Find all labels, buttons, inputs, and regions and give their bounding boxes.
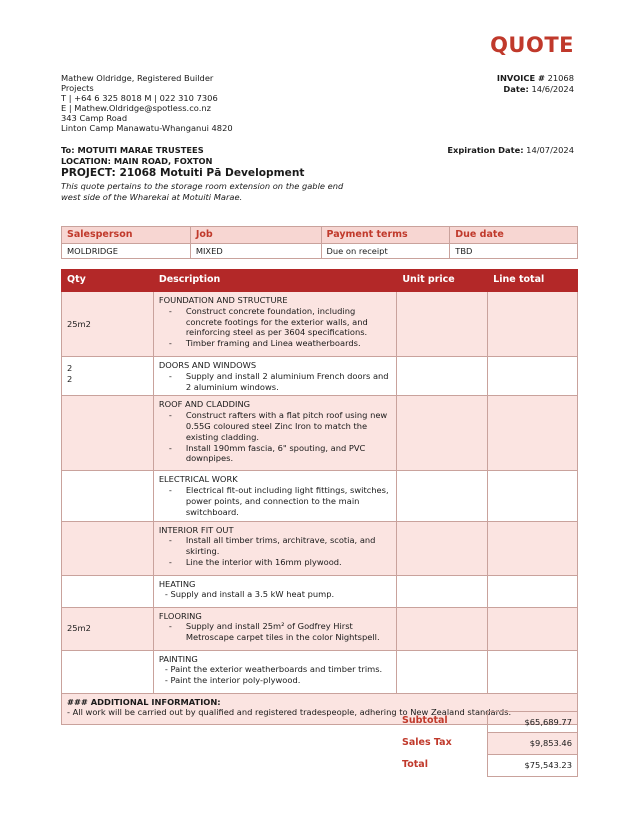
item-bullets	[159, 621, 392, 643]
item-bullet: - Line the interior with 16mm plywood.	[159, 557, 392, 568]
item-title: ROOF AND CLADDING	[158, 399, 251, 410]
sender-phone: T | +64 6 325 8018 M | 022 310 7306	[61, 93, 218, 103]
item-qty	[62, 396, 154, 471]
item-bullets	[159, 410, 392, 464]
item-qty-line: 2	[67, 363, 73, 373]
item-note: - Supply and install a 3.5 kW heat pump.	[164, 589, 335, 600]
table-row	[62, 575, 578, 607]
item-bullet: - Supply and install 25m² of Godfrey Hirst Metroscape carpet tiles in the color Nightspell.	[159, 621, 392, 643]
sender-details	[61, 73, 261, 133]
invoice-number-label: INVOICE #	[496, 73, 545, 83]
line-total-header: Line total	[488, 270, 578, 292]
unit-price-header: Unit price	[397, 270, 488, 292]
item-qty-line: 2	[67, 373, 73, 384]
table-row	[62, 357, 578, 396]
item-title: PAINTING	[158, 653, 198, 664]
recipient-name: To: MOTUITI MARAE TRUSTEES	[61, 145, 204, 155]
invoice-date: 14/6/2024	[531, 83, 574, 94]
table-row	[62, 650, 578, 693]
total-label: Total	[402, 759, 428, 770]
item-description	[153, 575, 397, 607]
total-row	[397, 755, 578, 777]
table-row	[62, 396, 578, 471]
sender-address-street: 343 Camp Road	[61, 113, 128, 123]
sales-tax-label: Sales Tax	[402, 737, 452, 748]
item-bullets	[159, 485, 392, 517]
item-bullets	[159, 535, 392, 567]
sender-name-cont: Projects	[61, 83, 94, 93]
item-unit-price	[397, 607, 488, 650]
item-description	[153, 607, 397, 650]
subtotal-value: $65,689.77	[487, 711, 578, 733]
salesperson-header: Salesperson	[62, 227, 191, 244]
item-line-total	[488, 357, 578, 396]
item-bullets	[159, 371, 392, 393]
item-line-total	[488, 396, 578, 471]
item-qty	[62, 650, 154, 693]
line-items-table	[61, 269, 578, 725]
expiration-date: 14/07/2024	[526, 145, 574, 155]
sender-email: E | Mathew.Oldridge@spotless.co.nz	[61, 103, 211, 113]
due-date-header: Due date	[450, 227, 578, 244]
sales-tax-value: $9,853.46	[487, 733, 578, 755]
qty-header: Qty	[62, 270, 154, 292]
item-line-total	[488, 575, 578, 607]
job-header: Job	[190, 227, 321, 244]
project-title: PROJECT: 21068 Motuiti Pā Development	[61, 167, 305, 179]
item-bullets	[159, 306, 392, 349]
expiration-date-line	[447, 145, 574, 155]
item-line-total	[488, 292, 578, 357]
item-bullet: - Install 190mm fascia, 6" spouting, and PVC downpipes.	[159, 443, 392, 465]
recipient-location: LOCATION: MAIN ROAD, FOXTON	[61, 155, 213, 166]
item-bullet: - Construct concrete foundation, including concrete footings for the exterior walls, and reinforcing steel as per 3604 specifications.	[159, 306, 392, 338]
item-qty	[62, 357, 154, 396]
item-description	[153, 292, 397, 357]
item-qty	[62, 575, 154, 607]
item-qty	[62, 471, 154, 521]
item-description	[153, 471, 397, 521]
table-row	[62, 521, 578, 575]
due-date-value: TBD	[450, 244, 578, 259]
item-description	[153, 396, 397, 471]
item-unit-price	[397, 521, 488, 575]
project-description: This quote pertains to the storage room extension on the gable end west side of the Wharekai at Motuiti Marae.	[61, 181, 344, 202]
item-bullet: - Construct rafters with a flat pitch roof using new 0.55G coloured steel Zinc Iron to match the existing cladding.	[159, 410, 392, 442]
item-bullet: - Electrical fit-out including light fittings, switches, power points, and connection to the main switchboard.	[159, 485, 392, 517]
invoice-date-line	[497, 84, 574, 95]
additional-info-heading: ### ADDITIONAL INFORMATION:	[67, 696, 221, 707]
item-line-total	[488, 521, 578, 575]
item-unit-price	[397, 357, 488, 396]
payment-terms-header: Payment terms	[321, 227, 450, 244]
salesperson-value: MOLDRIDGE	[62, 244, 191, 259]
item-line-total	[488, 650, 578, 693]
item-qty: 25m2	[62, 607, 154, 650]
job-meta-header-row	[62, 227, 578, 244]
item-bullet: - Supply and install 2 aluminium French doors and 2 aluminium windows.	[159, 371, 392, 393]
item-line-total	[488, 471, 578, 521]
item-unit-price	[397, 292, 488, 357]
item-description	[153, 357, 397, 396]
expiration-date-label: Expiration Date:	[447, 145, 524, 155]
item-title: DOORS AND WINDOWS	[158, 360, 257, 370]
item-bullet: - Install all timber trims, architrave, scotia, and skirting.	[159, 535, 392, 557]
item-title: FLOORING	[158, 610, 202, 621]
item-title: FOUNDATION AND STRUCTURE	[158, 295, 288, 305]
job-meta-table	[61, 226, 578, 259]
item-unit-price	[397, 575, 488, 607]
recipient-block	[61, 145, 371, 203]
subtotal-label: Subtotal	[402, 715, 448, 726]
item-qty	[62, 521, 154, 575]
job-meta-value-row	[62, 244, 578, 259]
additional-info-text: - All work will be carried out by qualified and registered tradespeople, adhering to New Zealand standards.	[67, 707, 512, 718]
item-line-total	[488, 607, 578, 650]
item-unit-price	[397, 650, 488, 693]
items-header-row	[62, 270, 578, 292]
item-title: HEATING	[158, 578, 196, 589]
job-value: MIXED	[190, 244, 321, 259]
description-header: Description	[153, 270, 397, 292]
sender-name: Mathew Oldridge, Registered Builder	[61, 73, 214, 83]
item-qty: 25m2	[62, 292, 154, 357]
table-row	[62, 471, 578, 521]
invoice-number-line	[497, 73, 574, 84]
item-unit-price	[397, 471, 488, 521]
item-title: INTERIOR FIT OUT	[158, 524, 234, 535]
item-note: - Paint the interior poly-plywood.	[164, 675, 301, 686]
item-description	[153, 650, 397, 693]
quote-title: QUOTE	[490, 33, 574, 57]
table-row	[62, 292, 578, 357]
subtotal-row	[397, 711, 578, 733]
totals-block	[397, 711, 578, 777]
invoice-number: 21068	[547, 73, 574, 83]
sender-address-city: Linton Camp Manawatu-Whanganui 4820	[61, 123, 233, 133]
item-description	[153, 521, 397, 575]
item-title: ELECTRICAL WORK	[158, 474, 238, 485]
invoice-meta	[497, 73, 574, 94]
total-value: $75,543.23	[487, 755, 578, 777]
item-unit-price	[397, 396, 488, 471]
invoice-date-label: Date:	[503, 83, 529, 94]
sales-tax-row	[397, 733, 578, 755]
payment-terms-value: Due on receipt	[321, 244, 450, 259]
item-note: - Paint the exterior weatherboards and timber trims.	[164, 664, 383, 675]
table-row	[62, 607, 578, 650]
item-bullet: - Timber framing and Linea weatherboards.	[159, 338, 392, 349]
